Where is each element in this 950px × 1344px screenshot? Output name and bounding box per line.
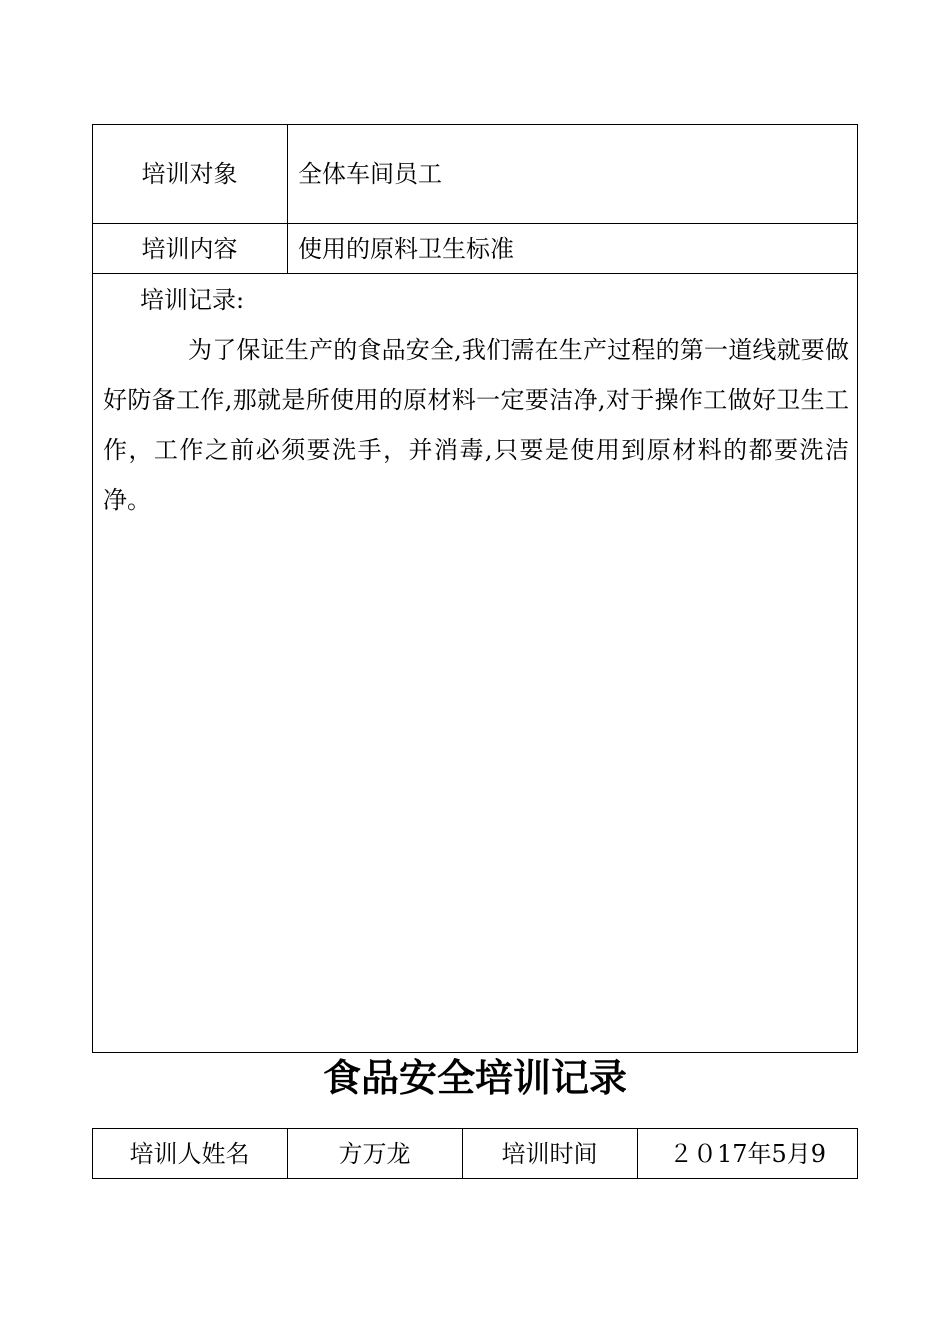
- trainer-name-value: 方万龙: [338, 1140, 411, 1168]
- training-time-value: ２０17年5月9: [668, 1140, 827, 1168]
- training-record-label: 培训记录:: [140, 286, 245, 314]
- training-record-text: 为了保证生产的食品安全,我们需在生产过程的第一道线就要做好防备工作,那就是所使用的原材料一定要洁净,对于操作工做好卫生工作，工作之前必须要洗手，并消毒,只要是使用到原材料的都要洗洁净。: [103, 336, 849, 514]
- training-time-label: 培训时间: [501, 1140, 598, 1168]
- training-content-value: 使用的原料卫生标准: [298, 235, 514, 263]
- training-target-label: 培训对象: [141, 160, 238, 188]
- table-row-divider: [92, 273, 858, 274]
- training-target-value: 全体车间员工: [298, 160, 442, 188]
- trainer-name-label: 培训人姓名: [129, 1140, 250, 1168]
- table-column-divider: [287, 124, 288, 274]
- table-row-divider: [92, 223, 858, 224]
- training-content-label: 培训内容: [141, 235, 238, 263]
- page-title: 食品安全培训记录: [322, 1056, 627, 1100]
